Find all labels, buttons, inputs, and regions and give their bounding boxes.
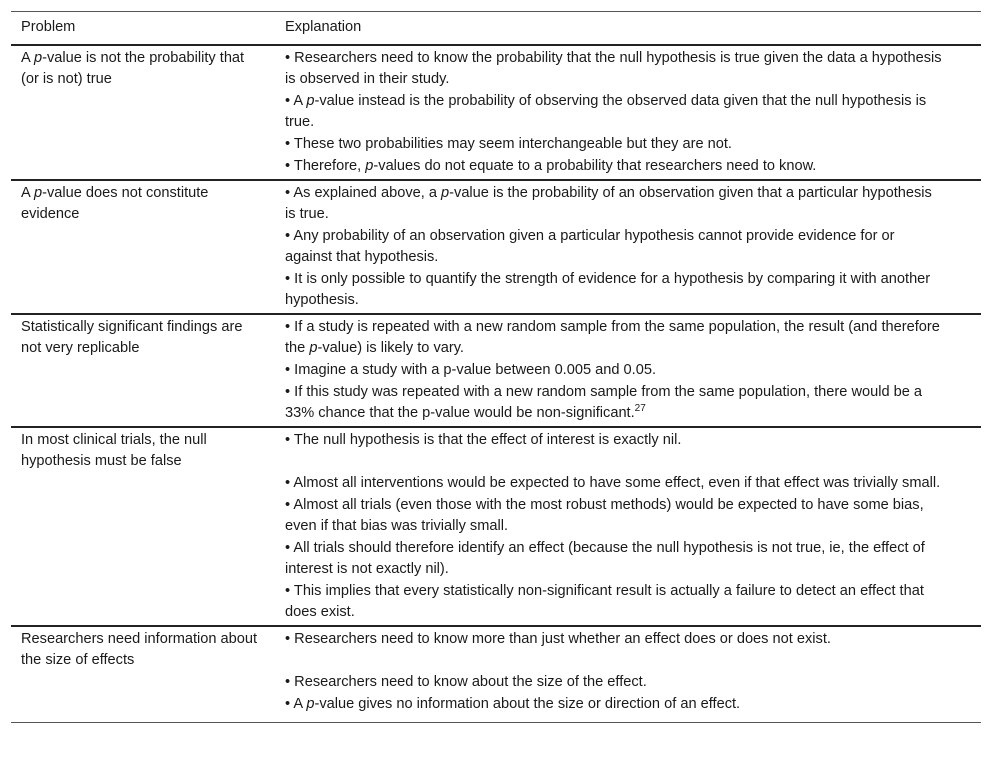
- list-item: • It is only possible to quantify the strength of evidence for a hypothesis by comparing it with another hypothesis.: [285, 271, 931, 308]
- header-row: [11, 12, 981, 46]
- explanation-cell: [275, 45, 981, 180]
- explanation-cell: [275, 626, 981, 723]
- problem-cell: Statistically significant findings are not very replicable: [11, 314, 275, 427]
- table-row: [11, 314, 981, 427]
- table-row: [11, 45, 981, 180]
- explanation-cell: [275, 180, 981, 314]
- explanation-cell: [275, 314, 981, 427]
- table-row: [11, 180, 981, 314]
- list-item: • Almost all interventions would be expected to have some effect, even if that effect was trivially small.: [285, 475, 941, 491]
- list-item: • Researchers need to know more than just whether an effect does or does not exist.: [285, 631, 831, 647]
- page: [11, 11, 981, 723]
- header-explanation: Explanation: [275, 12, 981, 46]
- explanation-cell: [275, 427, 981, 626]
- list-item: • As explained above, a p-value is the probability of an observation given that a particular hypothesis is true.: [285, 185, 932, 222]
- problem-cell: Researchers need information about the size of effects: [11, 626, 275, 723]
- list-item: • If a study is repeated with a new random sample from the same population, the result (and therefore the p-value) is likely to vary.: [285, 319, 940, 356]
- list-item: • The null hypothesis is that the effect of interest is exactly nil.: [285, 432, 682, 448]
- list-item: • A p-value gives no information about the size or direction of an effect.: [285, 696, 741, 712]
- list-item: • Therefore, p-values do not equate to a probability that researchers need to know.: [285, 158, 817, 174]
- table-row: [11, 427, 981, 626]
- list-item: • Researchers need to know the probability that the null hypothesis is true given the data a hypothesis is observed in their study.: [285, 50, 942, 87]
- list-item: • Almost all trials (even those with the most robust methods) would be expected to have some bias, even if that bias was trivially small.: [285, 497, 924, 534]
- p-value-problems-table: [11, 11, 981, 723]
- problem-cell: A p-value is not the probability that (or is not) true: [11, 45, 275, 180]
- list-item: • Researchers need to know about the size of the effect.: [285, 674, 647, 690]
- list-item: • If this study was repeated with a new random sample from the same population, there would be a 33% chance that the p-value would be non-significant.$^{27}$: [285, 384, 923, 421]
- list-item: • These two probabilities may seem interchangeable but they are not.: [285, 136, 732, 152]
- list-item: • A p-value instead is the probability of observing the observed data given that the null hypothesis is true.: [285, 93, 927, 130]
- problem-cell: A p-value does not constitute evidence: [11, 180, 275, 314]
- reference-superscript: 27: [634, 403, 646, 415]
- list-item: • This implies that every statistically non-significant result is actually a failure to detect an effect that does exist.: [285, 583, 924, 620]
- table-row: [11, 626, 981, 723]
- problem-cell: In most clinical trials, the null hypothesis must be false: [11, 427, 275, 626]
- list-item: • All trials should therefore identify an effect (because the null hypothesis is not true, ie, the effect of interest is not exactly nil).: [285, 540, 925, 577]
- list-item: • Any probability of an observation given a particular hypothesis cannot provide evidence for or against that hypothesis.: [285, 228, 895, 265]
- list-item: • Imagine a study with a p-value between 0.005 and 0.05.: [285, 362, 657, 378]
- header-problem: Problem: [11, 12, 275, 46]
